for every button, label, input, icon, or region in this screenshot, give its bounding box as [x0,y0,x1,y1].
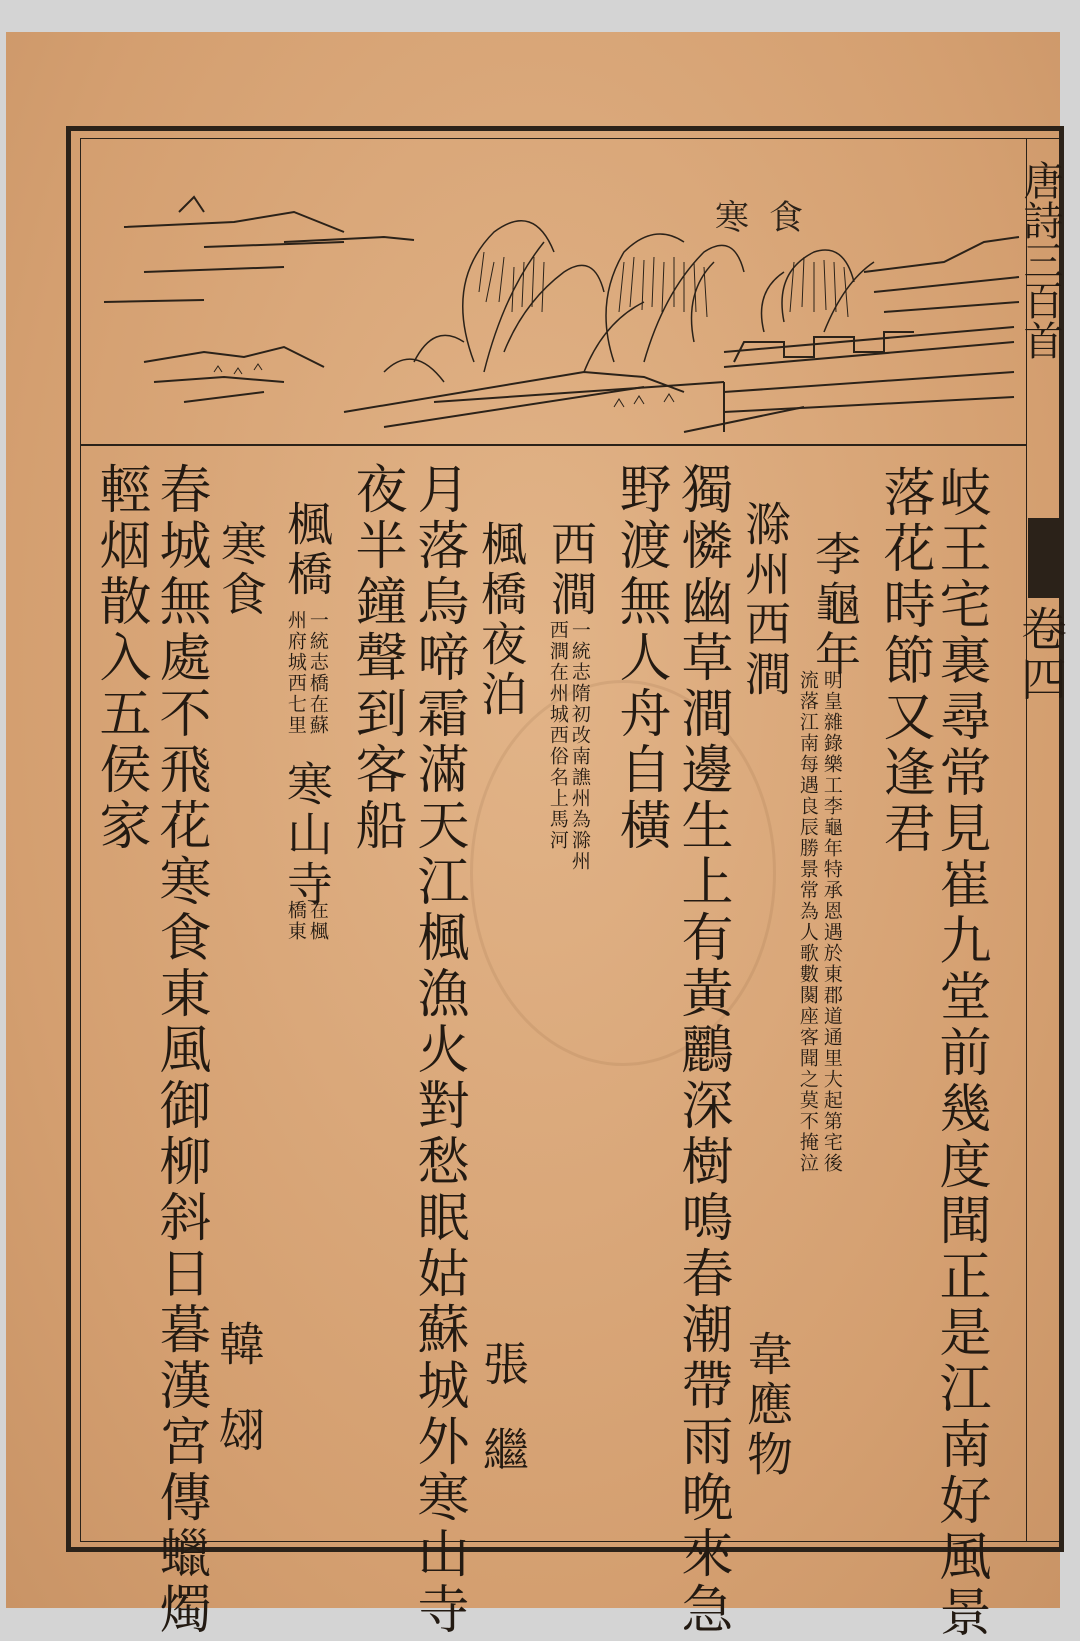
poem3-note-1: 一統志橋在蘇 [306,610,329,736]
poem4-line2: 輕烟散入五侯家 [90,462,150,854]
poem3-line2: 夜半鐘聲到客船 [346,462,406,854]
illustration-divider [80,444,1026,446]
illustration-title: 寒食 [715,198,823,238]
poem3-note-title: 楓橋 [280,500,334,600]
poem4-title: 寒食 [214,520,268,620]
poem3-note2-1: 在楓 [306,900,329,942]
landscape-illustration [84,142,1024,442]
poem3-author: 張繼 [476,1340,530,1512]
volume-label: 卷四 [1014,605,1068,705]
poem2-author: 韋應物 [740,1330,794,1480]
poem1-note-1: 明皇雜錄樂工李龜年特承恩遇於東郡道通里大起第宅後 [820,670,843,1174]
poem2-line2: 野渡無人舟自橫 [610,462,670,854]
poem4-line1: 春城無處不飛花寒食東風御柳斜日暮漢宮傳蠟燭 [150,462,210,1638]
poem2-note-1: 一統志隋初改南譙州為滁州 [568,620,591,872]
book-title: 唐詩三百首 [1017,160,1063,360]
poem2-note-2: 西澗在州城西俗名上馬河 [546,620,569,851]
poem3-title: 楓橋夜泊 [474,520,528,720]
poem1-line2: 落花時節又逢君 [874,465,934,857]
poem3-note2-title: 寒山寺 [280,760,334,910]
poem2-note-title: 西澗 [544,520,598,620]
poem1-note-2: 流落江南每遇良辰勝景常為人歌數闋座客聞之莫不掩泣 [796,670,819,1174]
spine-mark [1028,518,1060,598]
poem3-line1: 月落烏啼霜滿天江楓漁火對愁眠姑蘇城外寒山寺 [408,462,468,1638]
poem1-author: 李龜年 [808,530,862,680]
poem3-note-2: 州府城西七里 [284,610,307,736]
poem1-line1: 岐王宅裏尋常見崔九堂前幾度聞正是江南好風景 [930,465,990,1641]
poem2-title: 滁州西澗 [738,500,792,700]
poem4-author: 韓翃 [212,1320,266,1492]
poem2-line1: 獨憐幽草澗邊生上有黃鸝深樹鳴春潮帶雨晚來急 [672,462,732,1638]
poem3-note2-2: 橋東 [284,900,307,942]
